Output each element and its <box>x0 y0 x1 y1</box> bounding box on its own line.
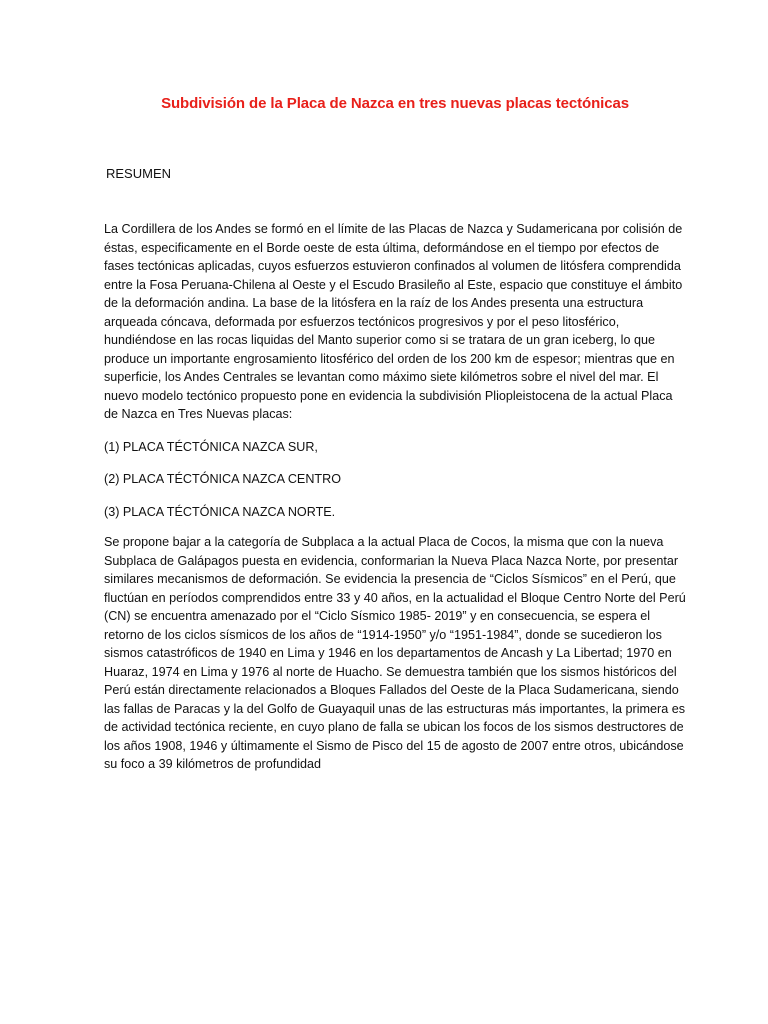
abstract-paragraph-2: Se propone bajar a la categoría de Subplaca a la actual Placa de Cocos, la misma que con la nueva Subplaca de Galápagos puesta en evidencia, conformarian la Nueva Placa Nazca Norte, por presentar similares mecanismos de deformación. Se evidencia la presencia de “Ciclos Sísmicos” en el Perú, que fluctúan en períodos comprendidos entre 33 y 40 años, en la actualidad el Bloque Centro Norte del Perú (CN) se encuentra amenazado por el “Ciclo Sísmico 1985- 2019” y en consecuencia, se espera el retorno de los ciclos sísmicos de los años de “1914-1950” y/o “1951-1984”, donde se sucedieron los sismos catastróficos de 1940 en Lima y 1946 en los departamentos de Ancash y La Libertad; 1970 en Huaraz, 1974 en Lima y 1976 al norte de Huacho. Se demuestra también que los sismos históricos del Perú están directamente relacionados a Bloques Fallados del Oeste de la Placa Sudamericana, siendo las fallas de Paracas y la del Golfo de Guayaquil unas de las estructuras más importantes, la primera es de actividad tectónica reciente, en cuyo plano de falla se ubican los focos de los sismos destructores de los años 1908, 1946 y últimamente el Sismo de Pisco del 15 de agosto de 2007 entre otros, ubicándose su foco a 39 kilómetros de profundidad <box>104 535 686 771</box>
section-heading-resumen: RESUMEN <box>106 166 172 181</box>
plate-list-item-3: (3) PLACA TÉCTÓNICA NAZCA NORTE. <box>104 504 336 519</box>
document-title: Subdivisión de la Placa de Nazca en tres nuevas placas tectónicas <box>161 95 629 112</box>
abstract-paragraph-1: La Cordillera de los Andes se formó en el límite de las Placas de Nazca y Sudamericana por colisión de éstas, especificamente en el Borde oeste de esta última, deformándose en el tiempo por efectos de fases tectónicas aplicadas, cuyos esfuerzos estuvieron confinados al volumen de litósfera comprendida entre la Fosa Peruana-Chilena al Oeste y el Escudo Brasileño al Este, espacio que constituye el ámbito de la deformación andina. La base de la litósfera en la raíz de los Andes presenta una estructura arqueada cóncava, deformada por esfuerzos tectónicos progresivos y por el peso litosférico, hundiéndose en las rocas liquidas del Manto superior como si se tratara de un gran iceberg, lo que produce un importante engrosamiento litosférico del orden de los 200 km de espesor; mientras que en superficie, los Andes Centrales se levantan como máximo siete kilómetros sobre el nivel del mar. El nuevo modelo tectónico propuesto pone en evidencia la subdivisión Pliopleistocena de la actual Placa de Nazca en Tres Nuevas placas: <box>104 222 683 421</box>
plate-list-item-1: (1) PLACA TÉCTÓNICA NAZCA SUR, <box>104 439 318 454</box>
plate-list-item-2: (2) PLACA TÉCTÓNICA NAZCA CENTRO <box>104 472 341 486</box>
